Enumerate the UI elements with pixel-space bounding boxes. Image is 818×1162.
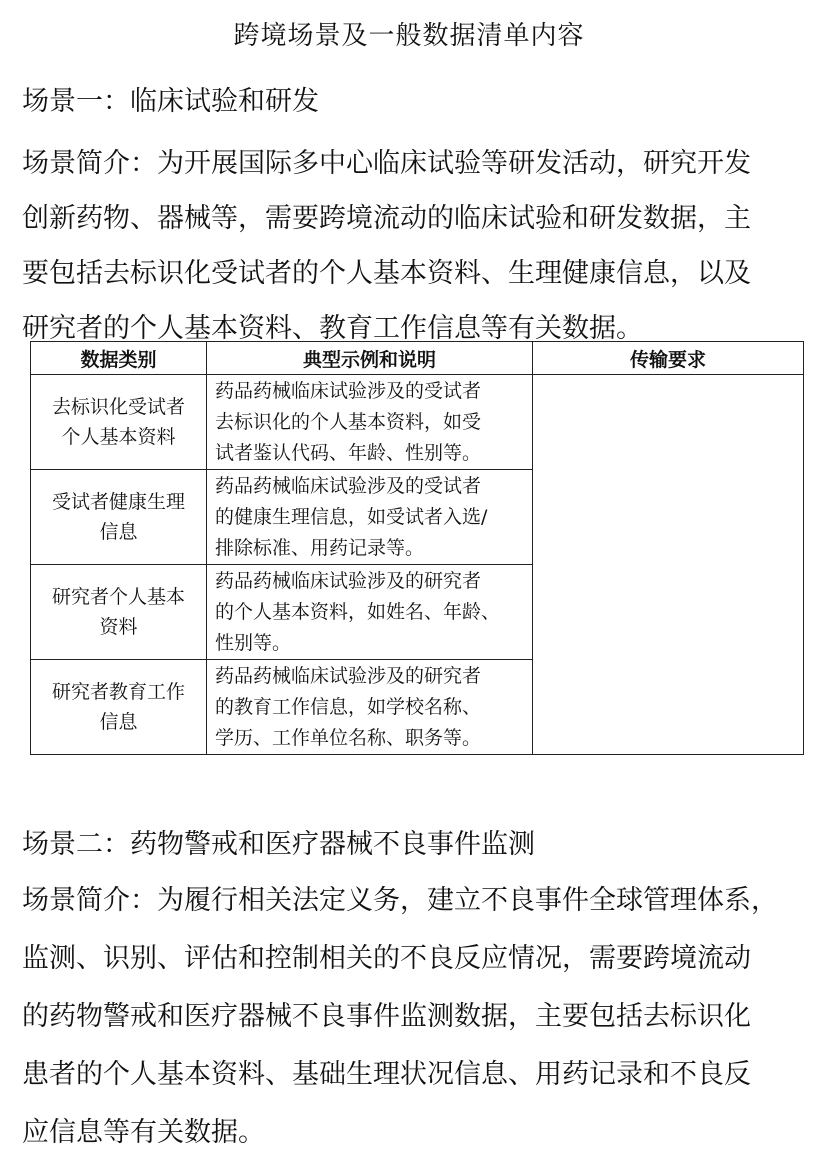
description-cell: [207, 375, 533, 470]
description-line: 药品药械临床试验涉及的受试者: [215, 474, 482, 497]
table-header-row: [31, 342, 804, 375]
category-cell: [31, 660, 207, 755]
description-cell: [207, 470, 533, 565]
intro-line: 研究者的个人基本资料、教育工作信息等有关数据。: [22, 313, 643, 344]
description-line: 学历、工作单位名称、职务等。: [215, 726, 482, 749]
category-line: 信息: [99, 521, 138, 543]
document-title: 跨境场景及一般数据清单内容: [233, 21, 585, 51]
category-cell: [31, 470, 207, 565]
intro-line: 创新药物、器械等，需要跨境流动的临床试验和研发数据，主: [22, 203, 751, 234]
scenario-2-intro: [22, 872, 812, 1162]
description-line: 试者鉴认代码、年龄、性别等。: [215, 441, 482, 464]
transfer-requirement-cell: [533, 375, 804, 755]
description-line: 的个人基本资料，如姓名、年龄、: [215, 600, 501, 623]
scenario-1-intro: [22, 136, 812, 356]
header-data-category: 数据类别: [31, 342, 207, 375]
description-line: 的教育工作信息，如学校名称、: [215, 695, 482, 718]
intro-line: 场景简介：为履行相关法定义务，建立不良事件全球管理体系，: [22, 885, 778, 916]
description-cell: [207, 660, 533, 755]
intro-line: 要包括去标识化受试者的个人基本资料、生理健康信息，以及: [22, 258, 751, 289]
description-line: 药品药械临床试验涉及的研究者: [215, 569, 482, 592]
category-line: 信息: [99, 711, 138, 733]
description-line: 药品药械临床试验涉及的研究者: [215, 664, 482, 687]
category-cell: [31, 565, 207, 660]
description-line: 去标识化的个人基本资料，如受: [215, 410, 482, 433]
intro-line: 场景简介：为开展国际多中心临床试验等研发活动，研究开发: [22, 148, 751, 179]
header-examples: 典型示例和说明: [207, 342, 533, 375]
intro-line: 患者的个人基本资料、基础生理状况信息、用药记录和不良反: [22, 1059, 751, 1090]
category-cell: [31, 375, 207, 470]
intro-line: 的药物警戒和医疗器械不良事件监测数据，主要包括去标识化: [22, 1001, 751, 1032]
description-line: 药品药械临床试验涉及的受试者: [215, 379, 482, 402]
description-cell: [207, 565, 533, 660]
description-line: 排除标准、用药记录等。: [215, 536, 425, 559]
table-row: [31, 375, 804, 470]
intro-line: 监测、识别、评估和控制相关的不良反应情况，需要跨境流动: [22, 943, 751, 974]
category-line: 受试者健康生理: [51, 491, 185, 513]
scenario-1-heading: 场景一：临床试验和研发: [22, 86, 319, 117]
data-table: [30, 341, 804, 755]
category-line: 个人基本资料: [61, 426, 176, 448]
description-line: 性别等。: [215, 631, 292, 654]
scenario-2-heading: 场景二：药物警戒和医疗器械不良事件监测: [22, 829, 535, 860]
intro-line: 应信息等有关数据。: [22, 1117, 265, 1148]
description-line: 的健康生理信息，如受试者入选/: [215, 505, 488, 528]
category-line: 研究者教育工作: [51, 681, 185, 703]
category-line: 研究者个人基本: [51, 586, 185, 608]
category-line: 去标识化受试者: [51, 396, 185, 418]
header-transfer-requirement: 传输要求: [533, 342, 804, 375]
category-line: 资料: [99, 616, 138, 638]
